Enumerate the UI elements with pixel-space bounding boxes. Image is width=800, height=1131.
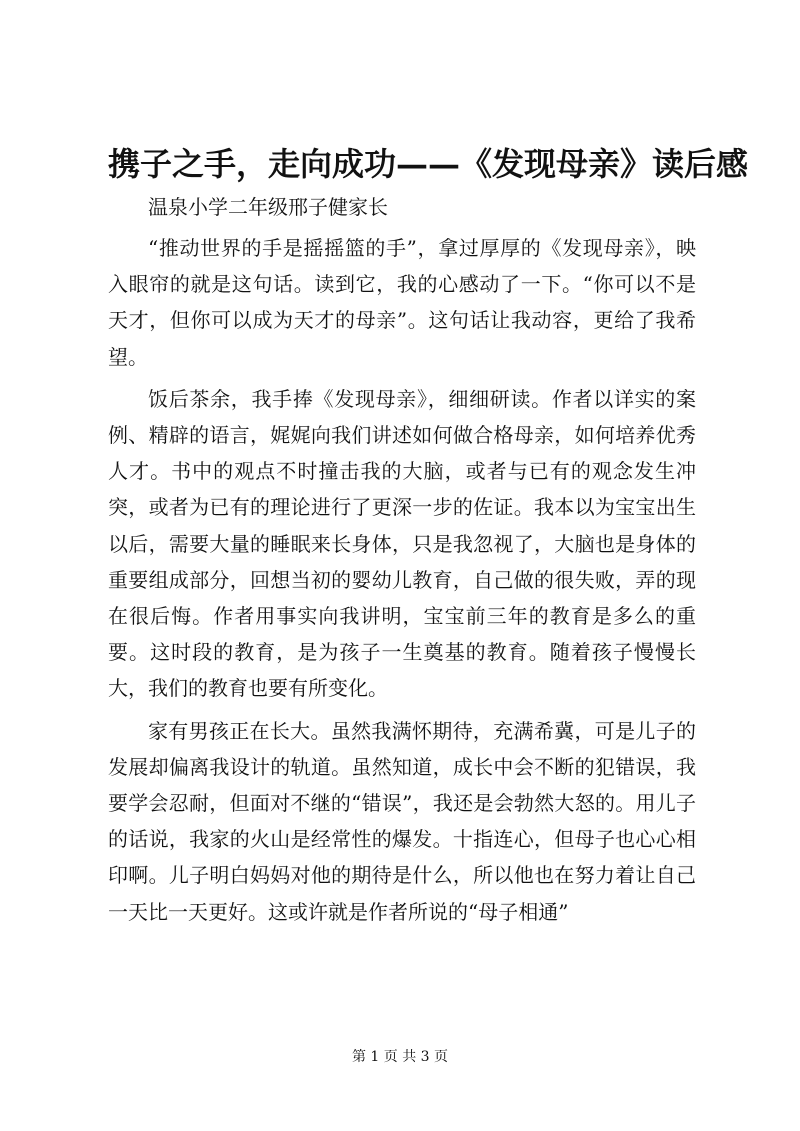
paragraph: 饭后茶余，我手捧《发现母亲》，细细研读。作者以详实的案例、精辟的语言，娓娓向我们讲述如何做合格母亲，如何培养优秀人才。书中的观点不时撞击我的大脑，或者与已有的观念发生冲突，或者为已有的理论进行了更深一步的佐证。我本以为宝宝出生以后，需要大量的睡眠来长身体，只是我忽视了，大脑也是身体的重要组成部分，回想当初的婴幼儿教育，自己做的很失败，弄的现在很后悔。作者用事实向我讲明，宝宝前三年的教育是多么的重要。这时段的教育，是为孩子一生奠基的教育。随着孩子慢慢长大，我们的教育也要有所变化。 bbox=[108, 386, 696, 701]
paragraph: “推动世界的手是摇摇篮的手”，拿过厚厚的《发现母亲》，映入眼帘的就是这句话。读到它，我的心感动了一下。“你可以不是天才，但你可以成为天才的母亲”。这句话让我动容，更给了我希望。 bbox=[108, 236, 696, 369]
paragraph: 家有男孩正在长大。虽然我满怀期待，充满希冀，可是儿子的发展却偏离我设计的轨道。虽然知道，成长中会不断的犯错误，我要学会忍耐，但面对不继的“错误”，我还是会勃然大怒的。用儿子的话说，我家的火山是经常性的爆发。十指连心，但母子也心心相印啊。儿子明白妈妈对他的期待是什么，所以他也在努力着让自己一天比一天更好。这或许就是作者所说的“母子相通” bbox=[108, 718, 696, 924]
author-line: 温泉小学二年级邢子健家长 bbox=[148, 195, 388, 219]
document-body bbox=[108, 230, 696, 936]
page-number-footer: 第 1 页 共 3 页 bbox=[351, 1049, 449, 1065]
document-title: 携子之手，走向成功——《发现母亲》读后感 bbox=[108, 145, 749, 183]
